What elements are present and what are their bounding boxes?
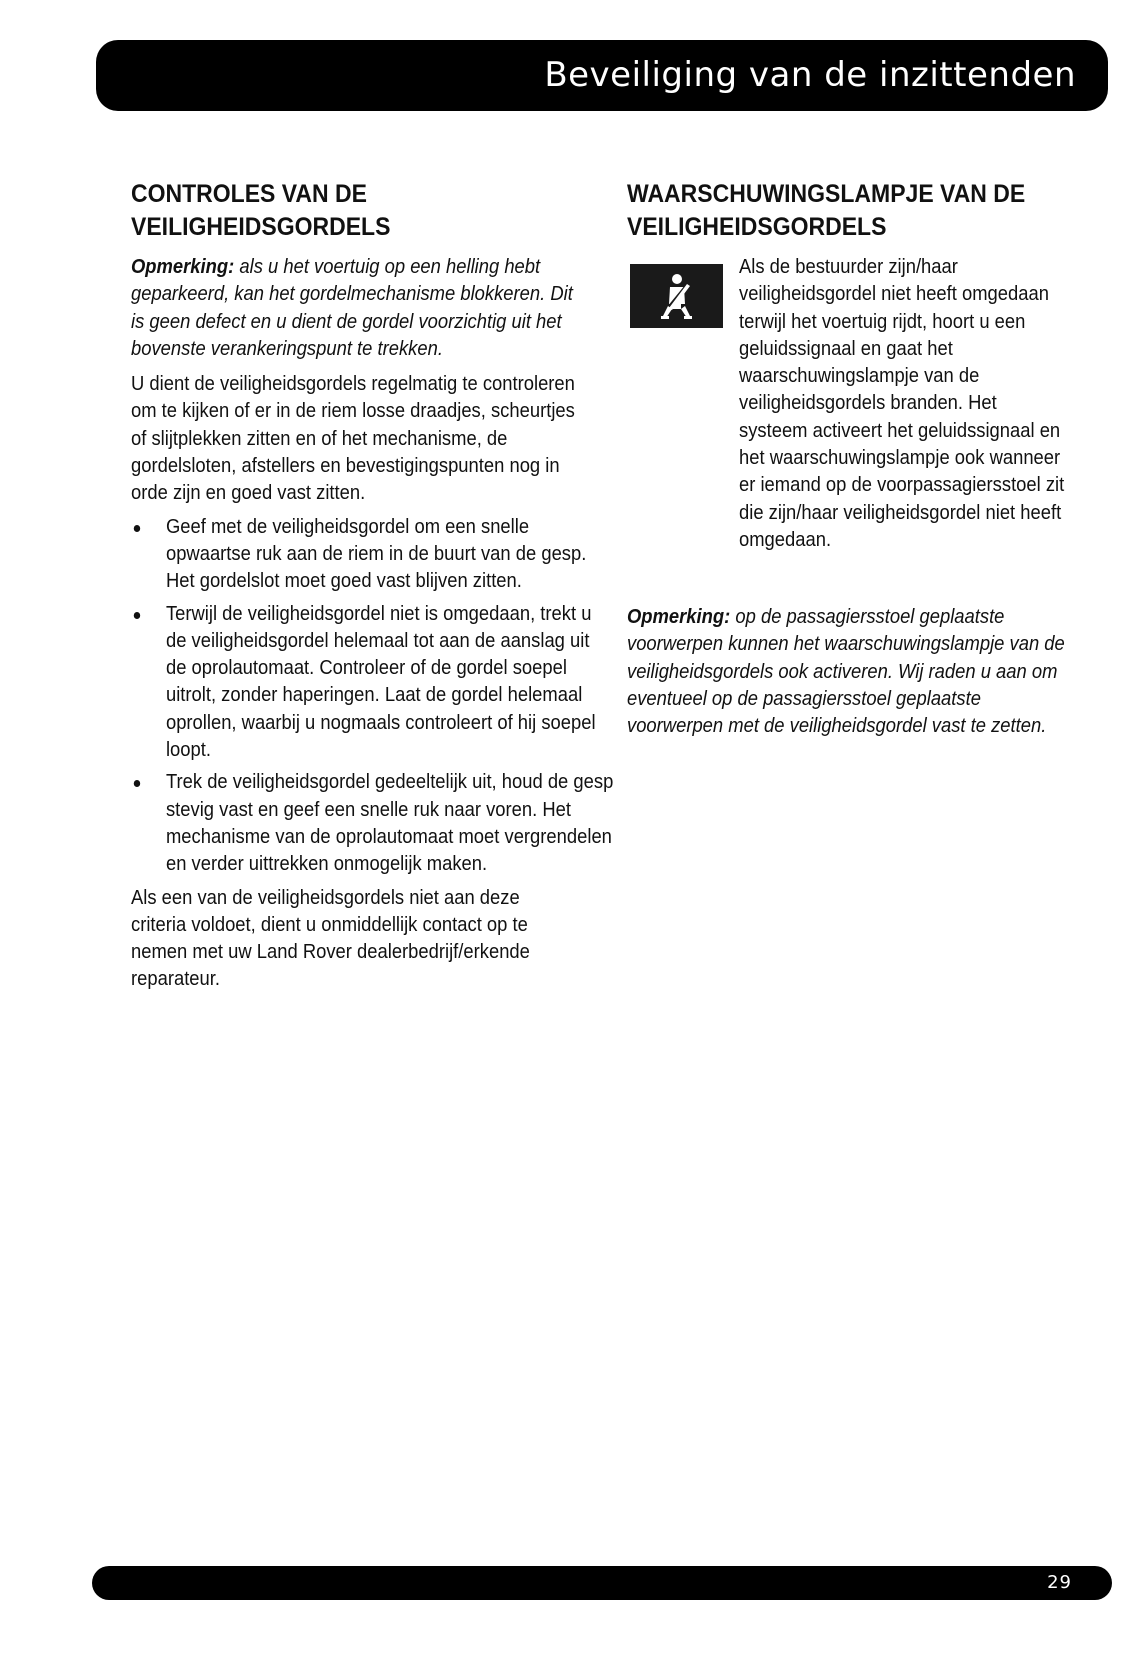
note-helling <box>131 254 580 363</box>
list-item <box>131 769 615 878</box>
right-column <box>627 178 1077 738</box>
page-number: 29 <box>1047 1572 1072 1593</box>
section-heading-waarschuwingslampje <box>627 178 1078 244</box>
bullet-icon <box>134 780 140 787</box>
bullet-icon <box>134 525 140 532</box>
list-item-text: Terwijl de veiligheidsgordel niet is omgedaan, trekt u de veiligheidsgordel helemaal tot aan de aanslag uit de oprolautomaat. Controleer of de gordel soepel uitrolt, zonder haperingen. Laat de gordel helemaal oprollen, waarbij u nogmaals controleert of hij soepel loopt. <box>165 602 596 762</box>
list-item <box>131 514 615 596</box>
check-list <box>131 514 614 879</box>
note-text: op de passagiersstoel geplaatste voorwerpen kunnen het waarschuwingslampje van de veiligheidsgordels ook activeren. Wij raden u aan om eventueel op de passagiersstoel geplaatste voorwerpen met de veiligheidsgordel vast te zetten. <box>627 606 1065 738</box>
note-label: Opmerking: <box>131 256 235 278</box>
list-item <box>131 601 615 765</box>
note-passagiersstoel <box>627 604 1076 740</box>
header-bar <box>96 40 1108 111</box>
page-title: Beveiliging van de inzittenden <box>544 55 1076 95</box>
heading-line-2: VEILIGHEIDSGORDELS <box>131 213 391 241</box>
heading-line-1: CONTROLES VAN DE <box>131 180 367 208</box>
heading-line-1: WAARSCHUWINGSLAMPJE VAN DE <box>627 180 1026 208</box>
list-item-text: Geef met de veiligheidsgordel om een snelle opwaartse ruk aan de riem in de buurt van de gesp. Het gordelslot moet goed vast blijven zitten. <box>165 515 587 593</box>
note-label: Opmerking: <box>627 606 731 628</box>
bullet-icon <box>134 612 140 619</box>
warning-text-container <box>739 254 1099 554</box>
warning-block <box>627 254 1077 554</box>
note-text: als u het voertuig op een helling hebt geparkeerd, kan het gordelmechanisme blokkeren. Dit is geen defect en u dient de gordel voorzichtig uit het bovenste verankeringspunt te trekken. <box>131 256 573 360</box>
list-item-text: Trek de veiligheidsgordel gedeeltelijk uit, houd de gesp stevig vast en geef een snelle ruk naar voren. Het mechanisme van de oprolautomaat moet vergrendelen en verder uittrekken onmogelijk maken. <box>165 771 614 876</box>
closing-paragraph: Als een van de veiligheidsgordels niet aan deze criteria voldoet, dient u onmiddellijk contact op te nemen met uw Land Rover dealerbedrijf/erkende reparateur. <box>131 886 530 991</box>
seatbelt-warning-icon <box>630 264 723 328</box>
left-column <box>131 178 614 1000</box>
footer-bar <box>92 1566 1112 1600</box>
warning-text: Als de bestuurder zijn/haar veiligheidsgordel niet heeft omgedaan terwijl het voertuig rijdt, hoort u een geluidssignaal en gaat het waarschuwingslampje van de veiligheidsgordels branden. Het systeem activeert het geluidssignaal en het waarschuwingslampje ook wanneer er iemand op de voorpassagiersstoel zit die zijn/haar veiligheidsgordel niet heeft omgedaan. <box>739 256 1065 551</box>
section-heading-controles <box>131 178 582 244</box>
intro-paragraph: U dient de veiligheidsgordels regelmatig te controleren om te kijken of er in de riem losse draadjes, scheurtjes of slijtplekken zitten en of het mechanisme, de gordelsloten, afstellers en bevestigingspunten nog in orde zijn en goed vast zitten. <box>131 373 575 505</box>
heading-line-2: VEILIGHEIDSGORDELS <box>627 213 887 241</box>
